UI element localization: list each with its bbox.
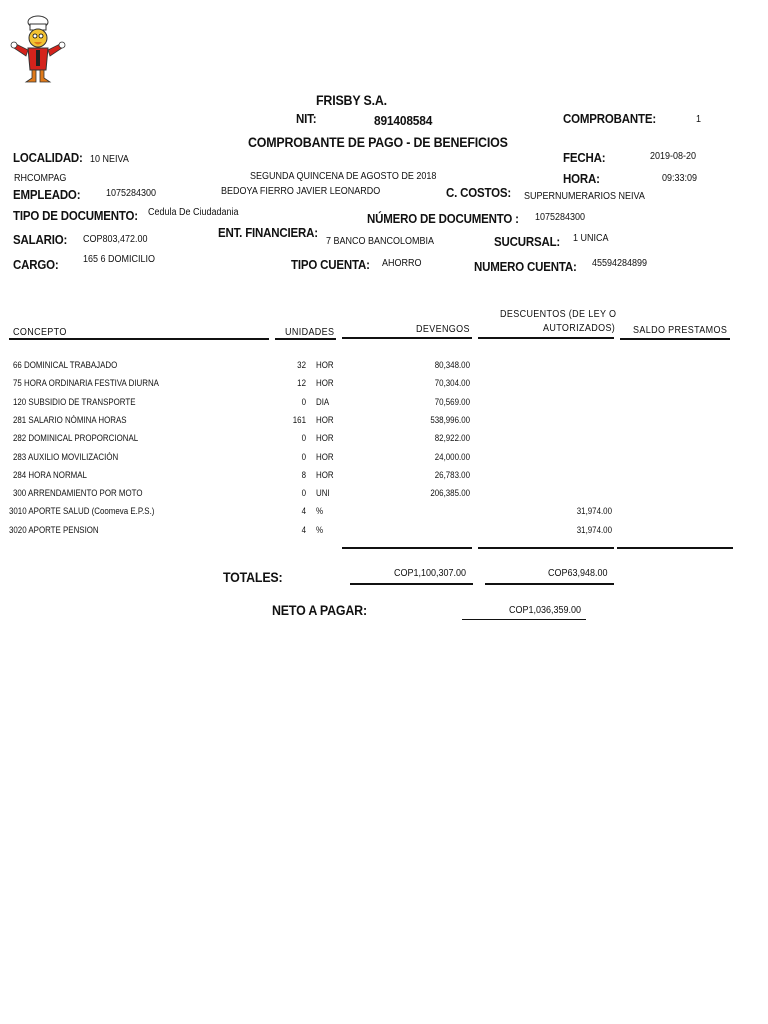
row-cantidad: 12	[297, 378, 306, 388]
row-cantidad: 0	[301, 452, 306, 462]
row-unidad: DIA	[316, 397, 330, 407]
sucursal-value: 1 UNICA	[573, 233, 609, 244]
header-rule	[342, 337, 472, 339]
row-concepto: 120 SUBSIDIO DE TRANSPORTE	[13, 397, 136, 407]
col-devengos: DEVENGOS	[416, 324, 470, 335]
document-title: COMPROBANTE DE PAGO - DE BENEFICIOS	[248, 135, 508, 150]
totales-descuentos: COP63,948.00	[548, 568, 608, 579]
neto-rule	[462, 619, 586, 620]
localidad-value: 10 NEIVA	[90, 154, 129, 165]
col-descuentos-line1: DESCUENTOS (DE LEY O	[500, 309, 617, 320]
empleado-label: EMPLEADO:	[13, 188, 81, 202]
header-rule	[620, 338, 730, 340]
num-doc-label: NÚMERO DE DOCUMENTO :	[367, 212, 519, 226]
tipo-cuenta-value: AHORRO	[382, 258, 422, 269]
cargo-value: 165 6 DOMICILIO	[83, 254, 156, 265]
num-doc-value: 1075284300	[535, 212, 586, 223]
comprobante-value: 1	[696, 114, 702, 125]
totales-rule	[350, 583, 473, 585]
row-devengo: 206,385.00	[430, 488, 470, 498]
col-saldo-prestamos: SALDO PRESTAMOS	[633, 325, 728, 336]
tipo-doc-label: TIPO DE DOCUMENTO:	[13, 209, 138, 223]
comprobante-label: COMPROBANTE:	[563, 112, 656, 126]
row-concepto: 3010 APORTE SALUD (Coomeva E.P.S.)	[9, 506, 155, 516]
fecha-value: 2019-08-20	[650, 151, 697, 162]
neto-valor: COP1,036,359.00	[509, 605, 582, 616]
localidad-label: LOCALIDAD:	[13, 151, 83, 165]
subtotal-rule	[478, 547, 614, 549]
row-cantidad: 8	[301, 470, 306, 480]
fecha-label: FECHA:	[563, 151, 606, 165]
col-concepto: CONCEPTO	[13, 327, 67, 338]
row-cantidad: 4	[301, 525, 306, 535]
hora-value: 09:33:09	[662, 173, 698, 184]
cargo-label: CARGO:	[13, 258, 59, 272]
row-unidad: HOR	[316, 433, 334, 443]
row-unidad: HOR	[316, 415, 334, 425]
row-cantidad: 4	[301, 506, 306, 516]
row-cantidad: 32	[297, 360, 306, 370]
row-concepto: 282 DOMINICAL PROPORCIONAL	[13, 433, 139, 443]
header-rule	[478, 337, 614, 339]
row-unidad: HOR	[316, 360, 334, 370]
totales-rule	[485, 583, 614, 585]
subtotal-rule	[342, 547, 472, 549]
num-cuenta-label: NUMERO CUENTA:	[474, 260, 577, 274]
row-devengo: 70,569.00	[434, 397, 470, 407]
header-rule	[9, 338, 269, 340]
row-unidad: HOR	[316, 378, 334, 388]
col-unidades: UNIDADES	[285, 327, 335, 338]
periodo: SEGUNDA QUINCENA DE AGOSTO DE 2018	[250, 171, 437, 182]
row-cantidad: 0	[301, 397, 306, 407]
row-unidad: HOR	[316, 452, 334, 462]
row-devengo: 538,996.00	[430, 415, 470, 425]
totales-devengos: COP1,100,307.00	[394, 568, 467, 579]
nit-value: 891408584	[374, 113, 433, 128]
row-concepto: 281 SALARIO NÓMINA HORAS	[13, 415, 127, 425]
subtotal-rule	[617, 547, 733, 549]
company-name: FRISBY S.A.	[316, 93, 387, 108]
row-devengo: 82,922.00	[434, 433, 470, 443]
tipo-doc-value: Cedula De Ciudadania	[148, 207, 239, 218]
neto-label: NETO A PAGAR:	[272, 603, 367, 618]
row-cantidad: 161	[292, 415, 306, 425]
row-concepto: 283 AUXILIO MOVILIZACIÓN	[13, 452, 119, 462]
salario-label: SALARIO:	[13, 233, 68, 247]
row-cantidad: 0	[301, 488, 306, 498]
chicken-mascot-icon	[10, 12, 66, 86]
row-concepto: 75 HORA ORDINARIA FESTIVA DIURNA	[13, 378, 159, 388]
costos-value: SUPERNUMERARIOS NEIVA	[524, 191, 645, 202]
sucursal-label: SUCURSAL:	[494, 235, 561, 249]
header-rule	[275, 338, 336, 340]
costos-label: C. COSTOS:	[446, 186, 512, 200]
totales-label: TOTALES:	[223, 570, 283, 585]
ent-fin-value: 7 BANCO BANCOLOMBIA	[326, 236, 435, 247]
row-unidad: HOR	[316, 470, 334, 480]
row-devengo: 70,304.00	[434, 378, 470, 388]
empleado-nombre: BEDOYA FIERRO JAVIER LEONARDO	[221, 186, 381, 197]
ent-fin-label: ENT. FINANCIERA:	[218, 226, 318, 240]
row-concepto: 284 HORA NORMAL	[13, 470, 87, 480]
tipo-cuenta-label: TIPO CUENTA:	[291, 258, 370, 272]
row-unidad: UNI	[316, 488, 330, 498]
nit-label: NIT:	[296, 112, 317, 126]
row-devengo: 24,000.00	[434, 452, 470, 462]
row-concepto: 66 DOMINICAL TRABAJADO	[13, 360, 118, 370]
salario-value: COP803,472.00	[83, 234, 148, 245]
row-concepto: 3020 APORTE PENSION	[9, 525, 99, 535]
col-descuentos-line2: AUTORIZADOS)	[543, 323, 616, 334]
empleado-id: 1075284300	[106, 188, 157, 199]
row-unidad: %	[316, 525, 324, 535]
row-cantidad: 0	[301, 433, 306, 443]
row-unidad: %	[316, 506, 324, 516]
row-concepto: 300 ARRENDAMIENTO POR MOTO	[13, 488, 143, 498]
row-descuento: 31,974.00	[576, 506, 612, 516]
row-descuento: 31,974.00	[576, 525, 612, 535]
row-devengo: 26,783.00	[434, 470, 470, 480]
num-cuenta-value: 45594284899	[592, 258, 648, 269]
row-devengo: 80,348.00	[434, 360, 470, 370]
rhcompag-code: RHCOMPAG	[14, 173, 67, 184]
hora-label: HORA:	[563, 172, 600, 186]
